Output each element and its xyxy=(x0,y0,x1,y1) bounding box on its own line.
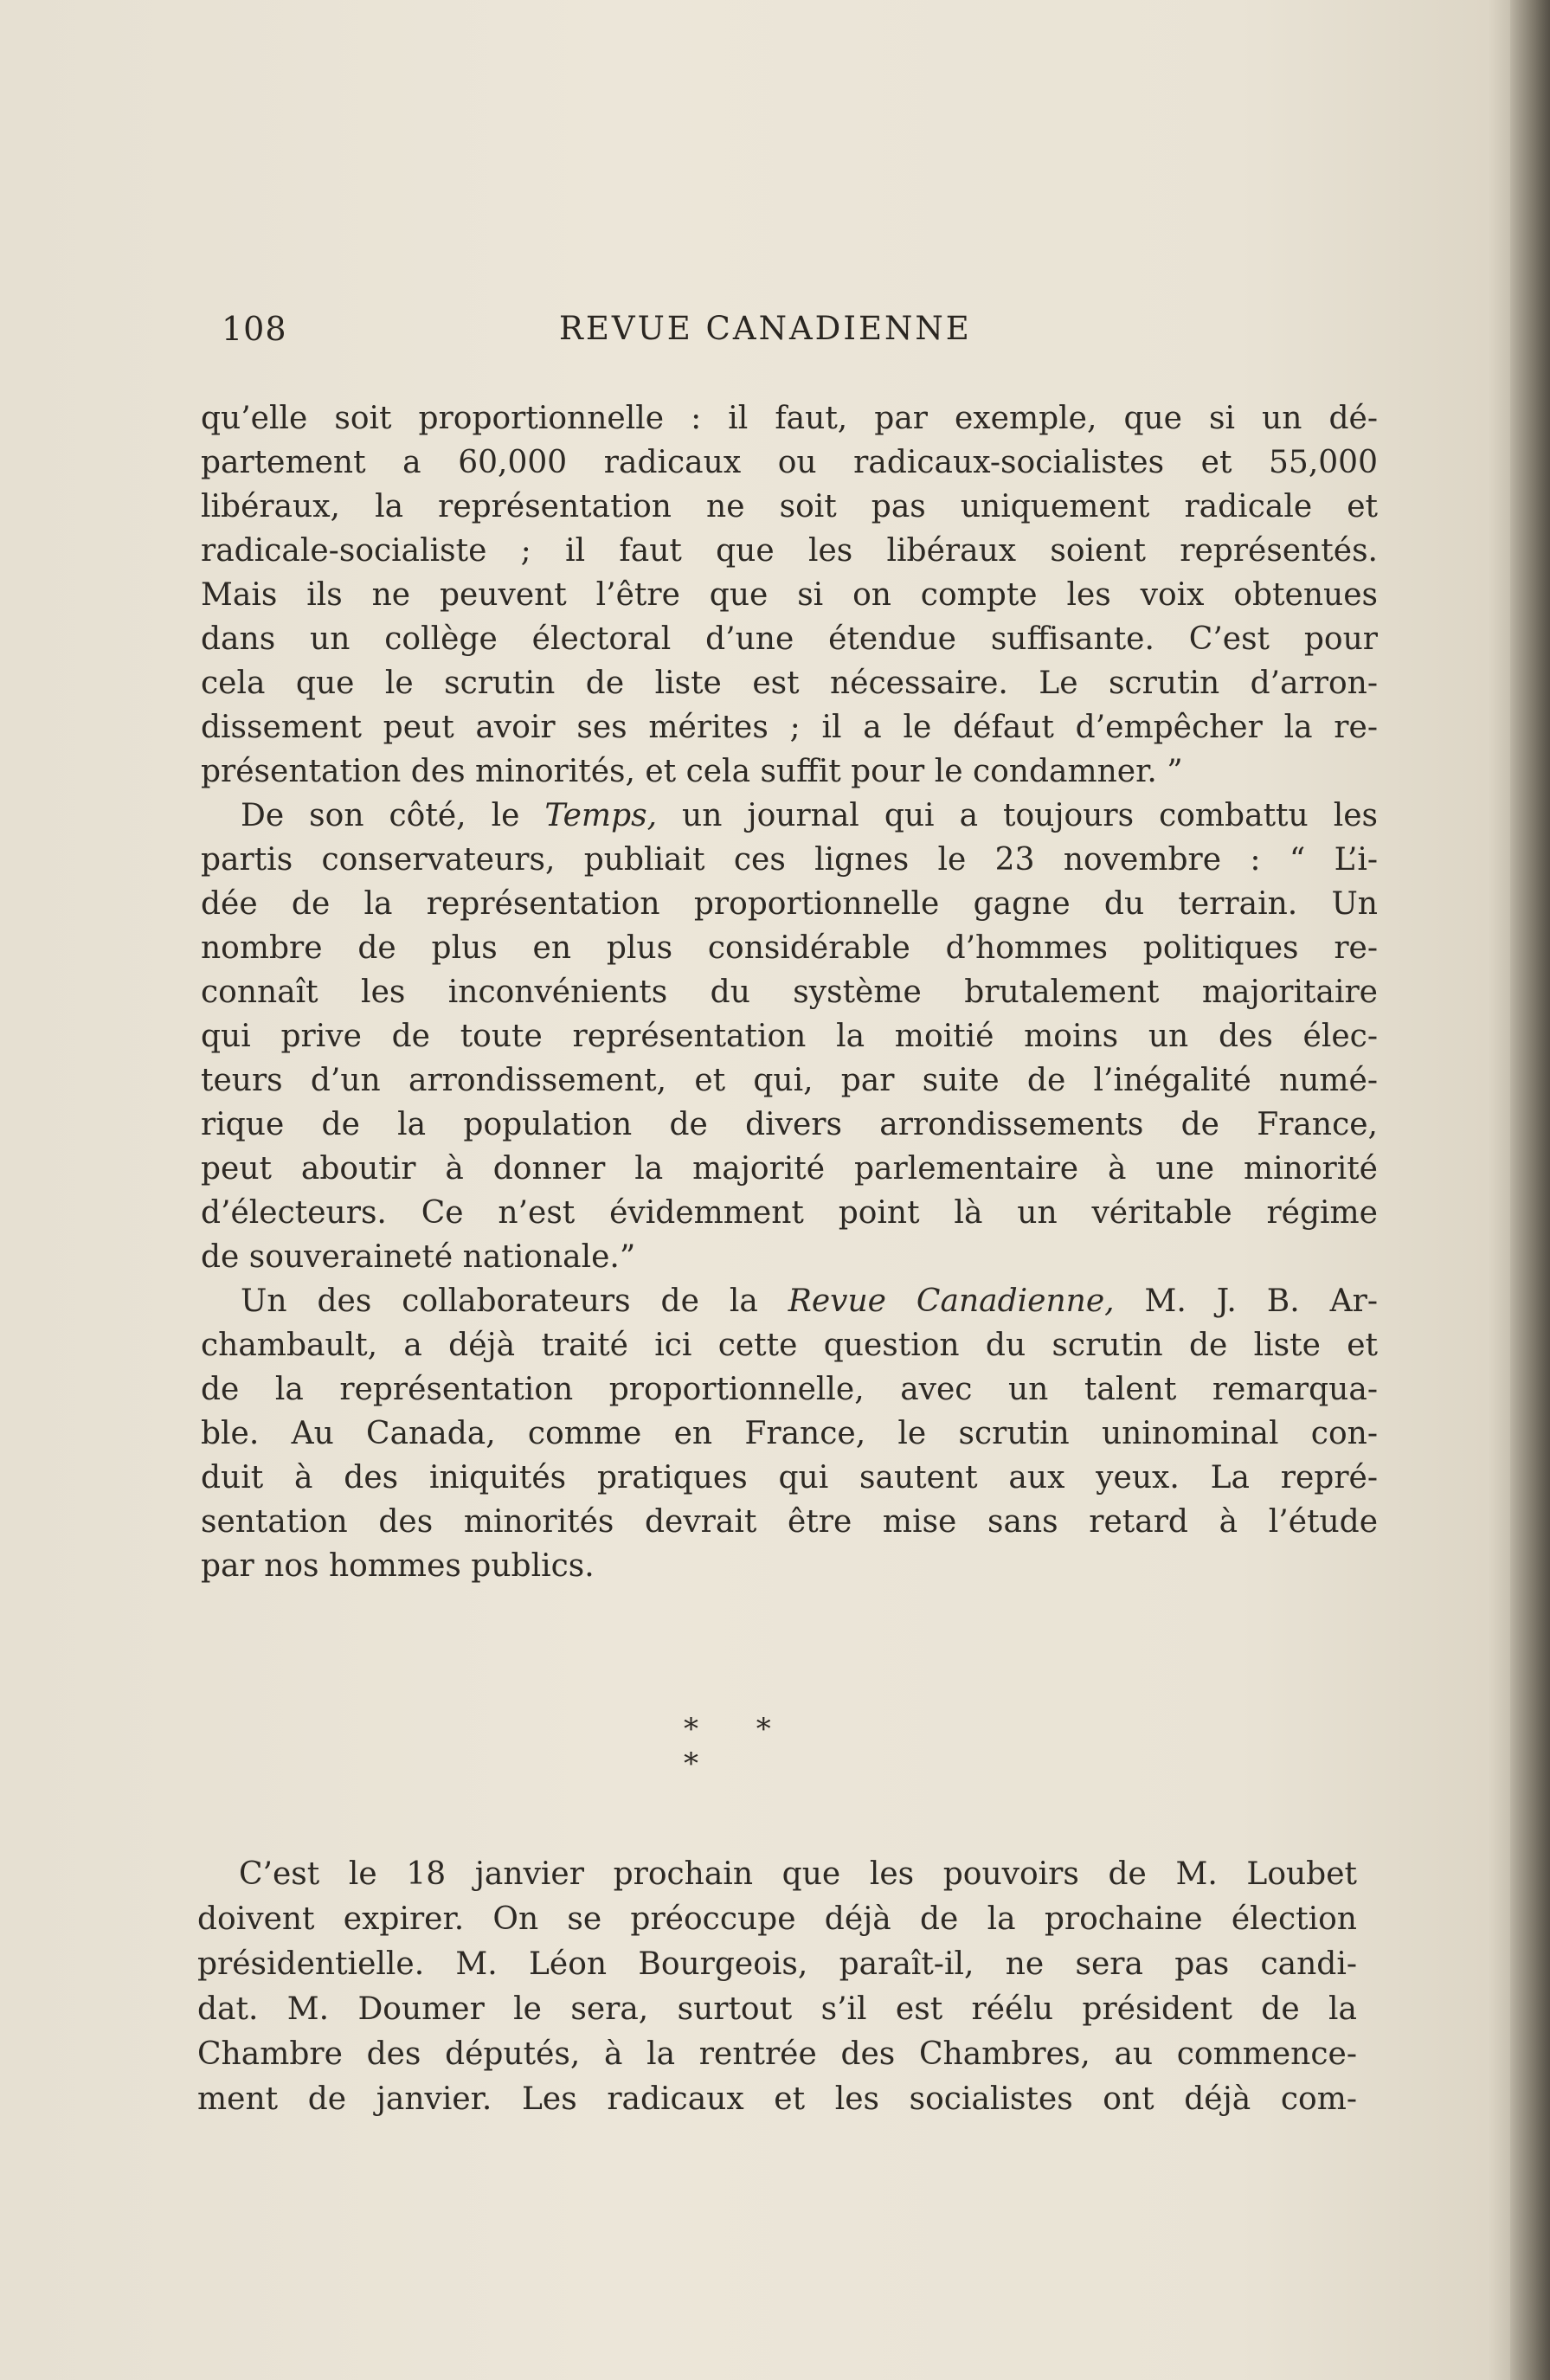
text-line: partement a 60,000 radicaux ou radicaux-socialistes et 55,000 xyxy=(201,445,1378,480)
text-line: d’électeurs. Ce n’est évidemment point là un véritable régime xyxy=(201,1195,1378,1231)
article-body-continued xyxy=(197,1852,1357,2122)
text-line: partis conservateurs, publiait ces lignes le 23 novembre : “ L’i- xyxy=(201,842,1378,878)
text-line: connaît les inconvénients du système brutalement majoritaire xyxy=(201,975,1378,1010)
paragraph-3 xyxy=(201,1279,1378,1588)
paragraph-1 xyxy=(201,396,1378,794)
text-line: de souveraineté nationale.” xyxy=(201,1239,636,1275)
text-line: rique de la population de divers arrondissements de France, xyxy=(201,1107,1378,1142)
text-line: qu’elle soit proportionnelle : il faut, par exemple, que si un dé- xyxy=(201,401,1378,436)
text-line: de la représentation proportionnelle, avec un talent remarqua- xyxy=(201,1372,1378,1407)
text-line: dans un collège électoral d’une étendue suffisante. C’est pour xyxy=(201,621,1378,657)
text-line: présentation des minorités, et cela suffit pour le condamner. ” xyxy=(201,754,1183,789)
text-line: chambault, a déjà traité ici cette question du scrutin de liste et xyxy=(201,1328,1378,1363)
text-line xyxy=(201,1279,1378,1323)
text-run: Un des collaborateurs de la xyxy=(241,1283,788,1319)
text-line: par nos hommes publics. xyxy=(201,1548,595,1584)
text-line xyxy=(201,794,1378,838)
text-line: sentation des minorités devrait être mise sans retard à l’étude xyxy=(201,1504,1378,1540)
text-line: ment de janvier. Les radicaux et les socialistes ont déjà com- xyxy=(197,2081,1357,2117)
text-line: doivent expirer. On se préoccupe déjà de la prochaine élection xyxy=(197,1901,1357,1937)
running-head xyxy=(222,310,1087,362)
text-line: qui prive de toute représentation la moitié moins un des élec- xyxy=(201,1019,1378,1054)
text-line: dat. M. Doumer le sera, surtout s’il est réélu président de la xyxy=(197,1991,1357,2027)
text-run: De son côté, le xyxy=(241,798,545,833)
text-line: peut aboutir à donner la majorité parlementaire à une minorité xyxy=(201,1151,1378,1187)
text-line: teurs d’un arrondissement, et qui, par suite de l’inégalité numé- xyxy=(201,1063,1378,1098)
text-line: nombre de plus en plus considérable d’hommes politiques re- xyxy=(201,930,1378,966)
text-line: duit à des iniquités pratiques qui sautent aux yeux. La repré- xyxy=(201,1460,1378,1496)
newspaper-title: Temps, xyxy=(544,798,658,833)
paragraph-4 xyxy=(197,1852,1357,2122)
article-body xyxy=(201,396,1378,1588)
paragraph-2 xyxy=(201,794,1378,1279)
book-spine-shadow xyxy=(1510,0,1550,2380)
text-line: Chambre des députés, à la rentrée des Chambres, au commence- xyxy=(197,2036,1357,2072)
journal-name-italic: Revue Canadienne, xyxy=(788,1283,1115,1319)
text-line: cela que le scrutin de liste est nécessaire. Le scrutin d’arron- xyxy=(201,666,1378,701)
journal-title: REVUE CANADIENNE xyxy=(559,310,972,347)
text-line: présidentielle. M. Léon Bourgeois, paraît-il, ne sera pas candi- xyxy=(197,1946,1357,1982)
text-line: C’est le 18 janvier prochain que les pouvoirs de M. Loubet xyxy=(239,1856,1357,1892)
text-line: Mais ils ne peuvent l’être que si on compte les voix obtenues xyxy=(201,577,1378,613)
text-line: dissement peut avoir ses mérites ; il a le défaut d’empêcher la re- xyxy=(201,710,1378,745)
text-line: libéraux, la représentation ne soit pas uniquement radicale et xyxy=(201,489,1378,524)
page-number: 108 xyxy=(222,310,287,348)
text-line: dée de la représentation proportionnelle gagne du terrain. Un xyxy=(201,886,1378,922)
section-separator: * * * xyxy=(684,1712,795,1781)
text-run: M. J. B. Ar- xyxy=(1114,1283,1378,1319)
text-line: radicale-socialiste ; il faut que les libéraux soient représentés. xyxy=(201,533,1378,569)
text-run: un journal qui a toujours combattu les xyxy=(657,798,1378,833)
text-line: ble. Au Canada, comme en France, le scrutin uninominal con- xyxy=(201,1416,1378,1451)
